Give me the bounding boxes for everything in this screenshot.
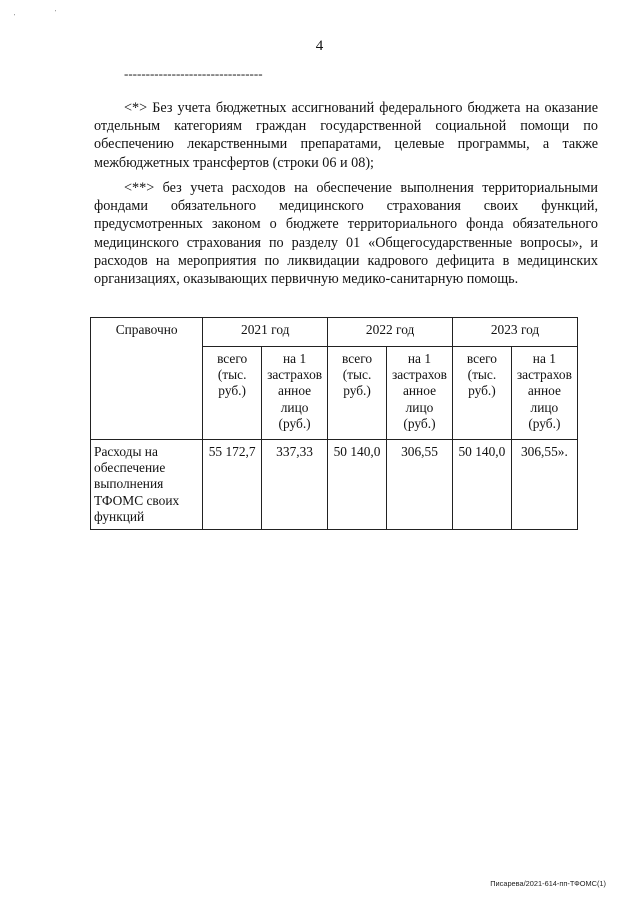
value-per-person-2023: 306,55». [511, 440, 577, 530]
table-corner-label [91, 318, 203, 440]
subheader-text: на 1 застрахов анное лицо (руб.) [516, 351, 572, 431]
subheader-text: на 1 застрахов анное лицо (руб.) [391, 351, 447, 431]
subheader-per-person-2023 [511, 347, 577, 440]
subheader-total-2022 [328, 347, 387, 440]
row-label: Расходы на обеспечение выполнения ТФОМС своих функций [91, 440, 203, 530]
subheader-per-person-2021 [261, 347, 327, 440]
subheader-text: всего (тыс. руб.) [341, 351, 373, 399]
footnote-separator: -------------------------------- [124, 66, 263, 81]
corner-label-text: Справочно [115, 322, 178, 337]
subheader-text: всего (тыс. руб.) [217, 351, 248, 399]
footer-document-code: Писарева/2021-614-пп-ТФОМС(1) [490, 879, 606, 888]
page-number: 4 [315, 38, 324, 54]
value-per-person-2021: 337,33 [261, 440, 327, 530]
value-total-2022: 50 140,0 [328, 440, 387, 530]
subheader-text: на 1 застрахов анное лицо (руб.) [267, 351, 323, 431]
table-header-row [91, 318, 578, 347]
scan-artifact: ' [14, 14, 16, 20]
subheader-per-person-2022 [386, 347, 452, 440]
subheader-total-2023 [453, 347, 512, 440]
value-total-2023: 50 140,0 [453, 440, 512, 530]
value-per-person-2022: 306,55 [386, 440, 452, 530]
year-header-2021: 2021 год [203, 318, 328, 347]
subheader-total-2021 [203, 347, 262, 440]
value-total-2021: 55 172,7 [203, 440, 262, 530]
reference-table [90, 317, 578, 530]
scan-artifact: ' [55, 10, 57, 16]
subheader-text: всего (тыс. руб.) [466, 351, 497, 399]
footnote-paragraph-2: <**> без учета расходов на обеспечение выполнения территориальными фондами обязательного медицинского страхования своих функций, предусмотренных законом о бюджете территориального фонда обязательного медицинского страхования по разделу 01 «Общегосударственные вопросы», и расходов на мероприятия по ликвидации кадрового дефицита в медицинских организациях, оказывающих первичную медико-санитарную помощь. [94, 180, 598, 288]
year-header-2022: 2022 год [328, 318, 453, 347]
table-row [91, 440, 578, 530]
year-header-2023: 2023 год [453, 318, 578, 347]
footnote-paragraph-1: <*> Без учета бюджетных ассигнований федерального бюджета на оказание отдельным категориям граждан государственной социальной помощи по обеспечению лекарственными препаратами, целевые программы, а также межбюджетных трансфертов (строки 06 и 08); [94, 100, 598, 171]
